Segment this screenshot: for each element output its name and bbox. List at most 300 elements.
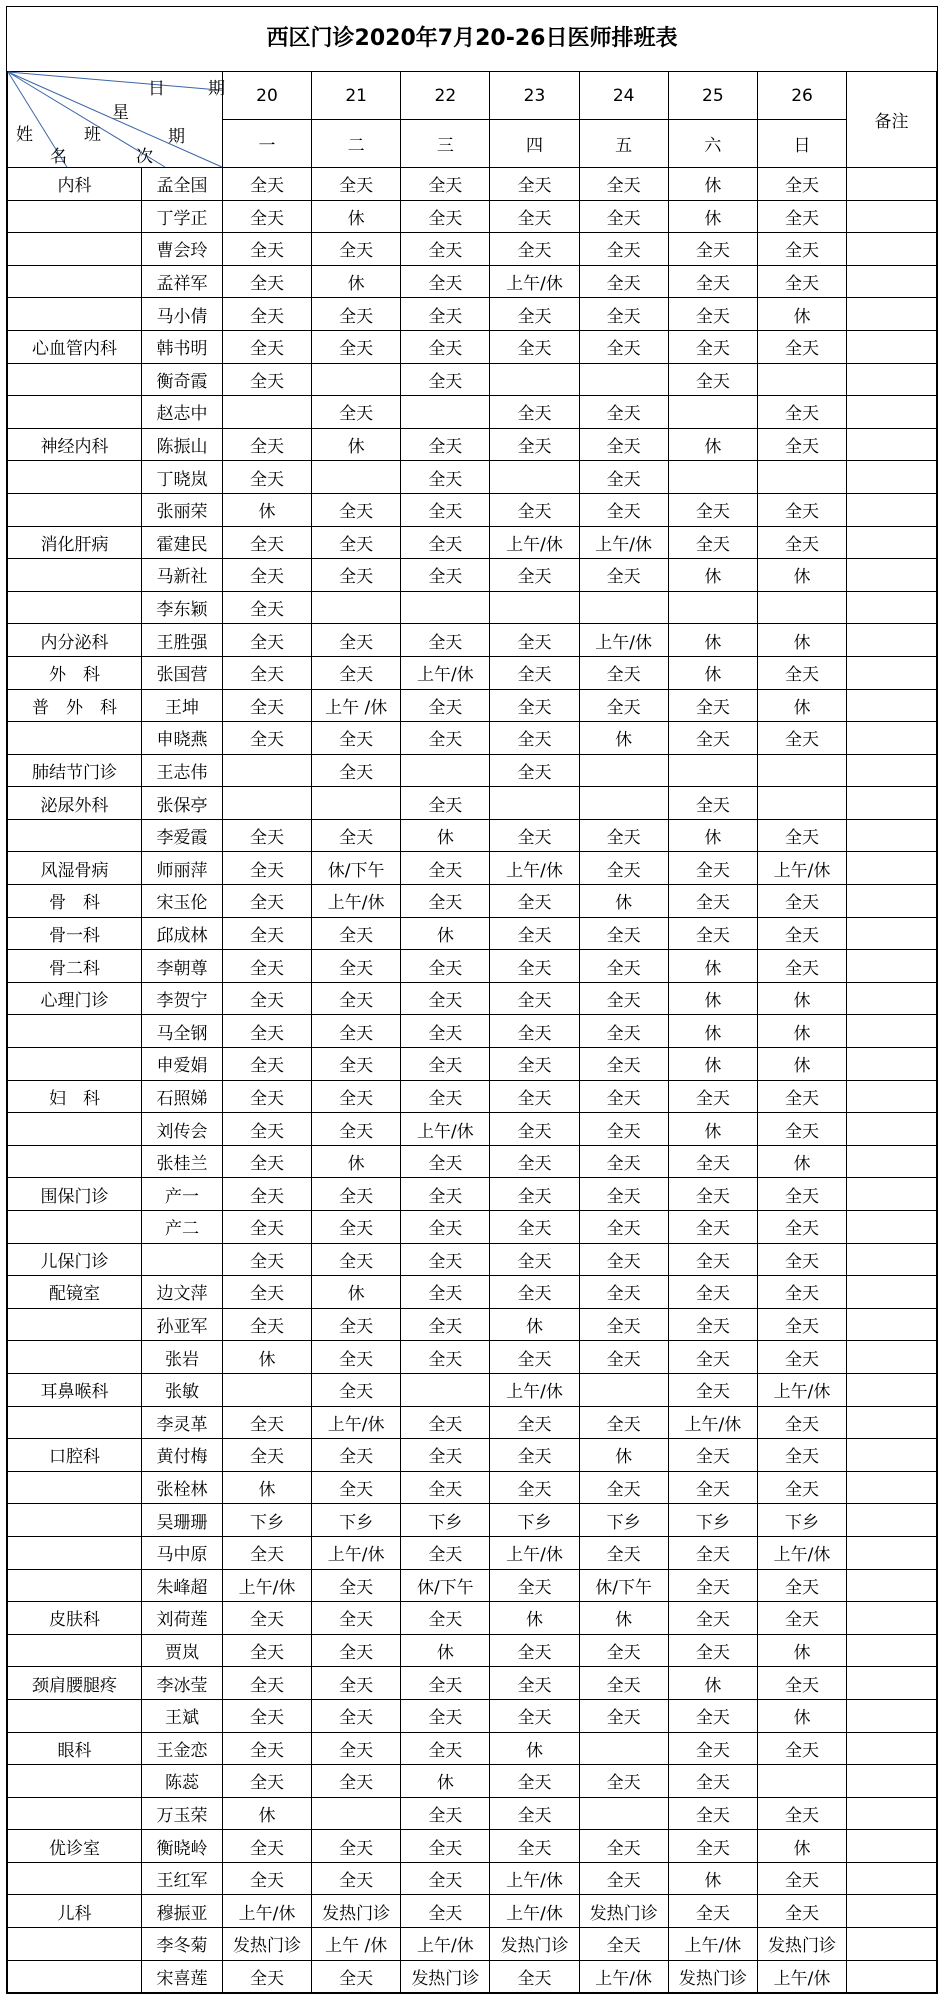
doctor-name-cell: 王坤 xyxy=(142,689,223,722)
doctor-name-cell: 张丽荣 xyxy=(142,493,223,526)
shift-cell: 全天 xyxy=(401,168,490,201)
shift-cell: 全天 xyxy=(312,982,401,1015)
table-row xyxy=(8,1113,937,1146)
shift-cell: 全天 xyxy=(579,233,668,266)
shift-cell: 休 xyxy=(401,917,490,950)
shift-cell: 全天 xyxy=(222,819,311,852)
shift-cell: 全天 xyxy=(312,526,401,559)
shift-cell: 全天 xyxy=(312,1308,401,1341)
remarks-cell xyxy=(847,1797,937,1830)
shift-cell: 全天 xyxy=(222,1308,311,1341)
table-row xyxy=(8,982,937,1015)
department-cell xyxy=(8,461,142,494)
shift-cell: 全天 xyxy=(401,1178,490,1211)
shift-cell xyxy=(668,754,757,787)
shift-cell: 全天 xyxy=(490,722,579,755)
department-cell xyxy=(8,363,142,396)
shift-cell xyxy=(312,787,401,820)
shift-cell: 全天 xyxy=(757,1308,846,1341)
shift-cell: 全天 xyxy=(490,396,579,429)
shift-cell: 全天 xyxy=(757,1080,846,1113)
shift-cell: 全天 xyxy=(222,1602,311,1635)
doctor-name-cell: 王胜强 xyxy=(142,624,223,657)
weekday-header: 二 xyxy=(312,120,401,168)
shift-cell: 全天 xyxy=(222,656,311,689)
table-row xyxy=(8,493,937,526)
shift-cell: 全天 xyxy=(490,1211,579,1244)
doctor-name-cell: 王斌 xyxy=(142,1699,223,1732)
doctor-name-cell: 李贺宁 xyxy=(142,982,223,1015)
shift-cell xyxy=(579,591,668,624)
shift-cell: 发热门诊 xyxy=(668,1960,757,1993)
shift-cell xyxy=(579,1797,668,1830)
shift-cell: 全天 xyxy=(490,330,579,363)
remarks-cell xyxy=(847,1439,937,1472)
shift-cell: 全天 xyxy=(668,1211,757,1244)
department-cell: 围保门诊 xyxy=(8,1178,142,1211)
shift-cell: 全天 xyxy=(490,1048,579,1081)
shift-cell: 全天 xyxy=(312,1243,401,1276)
shift-cell: 休 xyxy=(490,1308,579,1341)
shift-cell: 全天 xyxy=(401,1308,490,1341)
shift-cell: 全天 xyxy=(490,656,579,689)
table-row xyxy=(8,461,937,494)
shift-cell: 全天 xyxy=(222,1211,311,1244)
table-row xyxy=(8,396,937,429)
doctor-name-cell: 申晓燕 xyxy=(142,722,223,755)
date-header: 24 xyxy=(579,72,668,120)
shift-cell: 全天 xyxy=(668,1634,757,1667)
department-cell: 儿科 xyxy=(8,1895,142,1928)
date-header: 25 xyxy=(668,72,757,120)
date-header: 22 xyxy=(401,72,490,120)
shift-cell: 休 xyxy=(757,559,846,592)
shift-cell: 全天 xyxy=(757,885,846,918)
department-cell xyxy=(8,1634,142,1667)
table-row xyxy=(8,656,937,689)
shift-cell: 全天 xyxy=(579,298,668,331)
shift-cell: 全天 xyxy=(312,233,401,266)
shift-cell: 全天 xyxy=(222,1113,311,1146)
department-cell xyxy=(8,1341,142,1374)
shift-cell: 全天 xyxy=(222,330,311,363)
shift-cell: 全天 xyxy=(668,265,757,298)
table-row xyxy=(8,1373,937,1406)
schedule-sheet xyxy=(6,6,938,1994)
department-cell xyxy=(8,1504,142,1537)
table-row xyxy=(8,1928,937,1961)
shift-cell: 全天 xyxy=(757,950,846,983)
doctor-name-cell: 申爱娟 xyxy=(142,1048,223,1081)
doctor-name-cell: 张国营 xyxy=(142,656,223,689)
shift-cell: 下乡 xyxy=(490,1504,579,1537)
table-row xyxy=(8,1699,937,1732)
shift-cell: 全天 xyxy=(401,722,490,755)
shift-cell: 全天 xyxy=(312,1960,401,1993)
doctor-name-cell: 产二 xyxy=(142,1211,223,1244)
doctor-name-cell: 李灵革 xyxy=(142,1406,223,1439)
table-row xyxy=(8,1667,937,1700)
shift-cell: 全天 xyxy=(490,168,579,201)
shift-cell: 全天 xyxy=(490,950,579,983)
table-row xyxy=(8,1145,937,1178)
shift-cell: 全天 xyxy=(579,1211,668,1244)
remarks-cell xyxy=(847,1699,937,1732)
shift-cell: 全天 xyxy=(668,917,757,950)
shift-cell: 下乡 xyxy=(401,1504,490,1537)
shift-cell: 休 xyxy=(668,200,757,233)
shift-cell: 全天 xyxy=(490,233,579,266)
department-cell xyxy=(8,1015,142,1048)
shift-cell xyxy=(490,591,579,624)
shift-cell: 全天 xyxy=(490,624,579,657)
remarks-cell xyxy=(847,559,937,592)
shift-cell: 全天 xyxy=(579,950,668,983)
remarks-cell xyxy=(847,1471,937,1504)
shift-cell: 全天 xyxy=(312,1471,401,1504)
remarks-cell xyxy=(847,330,937,363)
weekday-header: 五 xyxy=(579,120,668,168)
table-row xyxy=(8,819,937,852)
shift-cell: 全天 xyxy=(490,1699,579,1732)
shift-cell: 全天 xyxy=(668,493,757,526)
shift-cell: 全天 xyxy=(490,1406,579,1439)
doctor-name-cell: 陈蕊 xyxy=(142,1765,223,1798)
remarks-cell xyxy=(847,1113,937,1146)
shift-cell: 全天 xyxy=(579,852,668,885)
table-row xyxy=(8,1341,937,1374)
remarks-cell xyxy=(847,819,937,852)
date-header: 26 xyxy=(757,72,846,120)
department-cell xyxy=(8,1308,142,1341)
shift-cell: 全天 xyxy=(757,1406,846,1439)
remarks-cell xyxy=(847,1406,937,1439)
doctor-name-cell: 李东颖 xyxy=(142,591,223,624)
table-row xyxy=(8,1569,937,1602)
shift-cell: 全天 xyxy=(312,1862,401,1895)
shift-cell: 全天 xyxy=(579,265,668,298)
shift-cell: 全天 xyxy=(579,461,668,494)
shift-cell: 全天 xyxy=(401,1471,490,1504)
department-cell: 骨一科 xyxy=(8,917,142,950)
remarks-cell xyxy=(847,1634,937,1667)
remarks-cell xyxy=(847,1830,937,1863)
shift-cell: 全天 xyxy=(579,1276,668,1309)
shift-cell: 全天 xyxy=(579,1080,668,1113)
shift-cell: 全天 xyxy=(222,1080,311,1113)
shift-cell: 全天 xyxy=(401,1015,490,1048)
shift-cell: 全天 xyxy=(668,1732,757,1765)
shift-cell: 休 xyxy=(668,819,757,852)
shift-cell: 休 xyxy=(668,982,757,1015)
shift-cell: 全天 xyxy=(222,1048,311,1081)
remarks-cell xyxy=(847,917,937,950)
table-row xyxy=(8,1471,937,1504)
remarks-cell xyxy=(847,1569,937,1602)
shift-cell: 全天 xyxy=(490,1243,579,1276)
shift-cell: 全天 xyxy=(757,1341,846,1374)
doctor-name-cell: 李朝尊 xyxy=(142,950,223,983)
department-cell xyxy=(8,1113,142,1146)
shift-cell: 全天 xyxy=(222,526,311,559)
shift-cell: 上午/休 xyxy=(312,1406,401,1439)
shift-cell: 全天 xyxy=(579,1113,668,1146)
shift-cell: 全天 xyxy=(757,1243,846,1276)
shift-cell xyxy=(668,591,757,624)
shift-cell: 全天 xyxy=(757,493,846,526)
doctor-name-cell: 刘传会 xyxy=(142,1113,223,1146)
doctor-name-cell: 黄付梅 xyxy=(142,1439,223,1472)
shift-cell: 全天 xyxy=(401,493,490,526)
remarks-cell xyxy=(847,1667,937,1700)
doctor-name-cell: 张桂兰 xyxy=(142,1145,223,1178)
shift-cell xyxy=(757,461,846,494)
shift-cell: 全天 xyxy=(401,461,490,494)
department-cell xyxy=(8,265,142,298)
remarks-cell xyxy=(847,950,937,983)
shift-cell: 全天 xyxy=(401,298,490,331)
shift-cell: 全天 xyxy=(312,1765,401,1798)
shift-cell: 全天 xyxy=(401,689,490,722)
shift-cell: 全天 xyxy=(757,1862,846,1895)
table-row xyxy=(8,526,937,559)
shift-cell: 休 xyxy=(490,1732,579,1765)
shift-cell: 全天 xyxy=(668,1178,757,1211)
shift-cell: 全天 xyxy=(579,428,668,461)
shift-cell: 全天 xyxy=(222,1145,311,1178)
shift-cell: 全天 xyxy=(312,1439,401,1472)
shift-cell: 全天 xyxy=(579,1145,668,1178)
department-cell xyxy=(8,233,142,266)
remarks-cell xyxy=(847,1015,937,1048)
remarks-cell xyxy=(847,754,937,787)
remarks-cell xyxy=(847,1504,937,1537)
shift-cell: 全天 xyxy=(668,1373,757,1406)
shift-cell: 全天 xyxy=(401,526,490,559)
shift-cell: 全天 xyxy=(401,1830,490,1863)
table-row xyxy=(8,591,937,624)
doctor-name-cell: 万玉荣 xyxy=(142,1797,223,1830)
shift-cell: 全天 xyxy=(312,624,401,657)
doctor-name-cell: 孙亚军 xyxy=(142,1308,223,1341)
department-cell: 口腔科 xyxy=(8,1439,142,1472)
shift-cell: 全天 xyxy=(490,1178,579,1211)
shift-cell xyxy=(757,754,846,787)
shift-cell: 休 xyxy=(757,1145,846,1178)
shift-cell: 全天 xyxy=(401,200,490,233)
department-cell xyxy=(8,559,142,592)
remarks-cell xyxy=(847,363,937,396)
shift-cell: 全天 xyxy=(490,298,579,331)
table-row xyxy=(8,917,937,950)
shift-cell: 休 xyxy=(312,428,401,461)
department-cell xyxy=(8,1960,142,1993)
shift-cell: 休 xyxy=(668,1113,757,1146)
shift-cell: 上午/休 xyxy=(222,1569,311,1602)
shift-cell: 下乡 xyxy=(757,1504,846,1537)
remarks-cell xyxy=(847,1211,937,1244)
department-cell xyxy=(8,493,142,526)
diag-label: 班 xyxy=(84,125,101,145)
diag-label: 期 xyxy=(208,79,225,99)
shift-cell: 休 xyxy=(312,200,401,233)
weekday-header: 六 xyxy=(668,120,757,168)
department-cell: 普 外 科 xyxy=(8,689,142,722)
shift-cell: 全天 xyxy=(579,1243,668,1276)
shift-cell: 全天 xyxy=(222,363,311,396)
table-row xyxy=(8,722,937,755)
shift-cell: 全天 xyxy=(222,1439,311,1472)
doctor-name-cell: 丁晓岚 xyxy=(142,461,223,494)
shift-cell: 上午/休 xyxy=(490,852,579,885)
department-cell: 内科 xyxy=(8,168,142,201)
shift-cell: 全天 xyxy=(757,1732,846,1765)
shift-cell: 全天 xyxy=(222,591,311,624)
shift-cell xyxy=(579,1732,668,1765)
table-row xyxy=(8,624,937,657)
shift-cell xyxy=(222,787,311,820)
shift-cell: 全天 xyxy=(668,1765,757,1798)
shift-cell: 全天 xyxy=(401,1145,490,1178)
department-cell: 内分泌科 xyxy=(8,624,142,657)
date-header: 21 xyxy=(312,72,401,120)
date-header: 23 xyxy=(490,72,579,120)
shift-cell: 全天 xyxy=(757,1667,846,1700)
shift-cell: 上午/休 xyxy=(579,624,668,657)
remarks-cell xyxy=(847,982,937,1015)
doctor-name-cell: 吴珊珊 xyxy=(142,1504,223,1537)
shift-cell xyxy=(312,591,401,624)
shift-cell: 休 xyxy=(579,1602,668,1635)
remarks-cell xyxy=(847,298,937,331)
shift-cell: 全天 xyxy=(490,1145,579,1178)
shift-cell: 全天 xyxy=(757,656,846,689)
shift-cell: 全天 xyxy=(401,1732,490,1765)
remarks-cell xyxy=(847,1895,937,1928)
shift-cell: 全天 xyxy=(401,1797,490,1830)
doctor-name-cell: 张栓林 xyxy=(142,1471,223,1504)
doctor-name-cell: 孟全国 xyxy=(142,168,223,201)
shift-cell: 全天 xyxy=(579,1308,668,1341)
shift-cell: 全天 xyxy=(222,624,311,657)
shift-cell: 全天 xyxy=(401,1276,490,1309)
shift-cell: 全天 xyxy=(401,363,490,396)
shift-cell: 休 xyxy=(222,493,311,526)
shift-cell: 休 xyxy=(668,950,757,983)
doctor-name-cell: 丁学正 xyxy=(142,200,223,233)
weekday-header: 四 xyxy=(490,120,579,168)
doctor-name-cell: 穆振亚 xyxy=(142,1895,223,1928)
table-row xyxy=(8,754,937,787)
shift-cell xyxy=(579,1373,668,1406)
department-cell: 肺结节门诊 xyxy=(8,754,142,787)
shift-cell: 全天 xyxy=(579,1178,668,1211)
shift-cell: 全天 xyxy=(579,1862,668,1895)
department-cell: 消化肝病 xyxy=(8,526,142,559)
shift-cell: 全天 xyxy=(312,1732,401,1765)
shift-cell: 全天 xyxy=(579,1471,668,1504)
table-row xyxy=(8,1830,937,1863)
shift-cell: 全天 xyxy=(668,787,757,820)
shift-cell: 上午/休 xyxy=(668,1928,757,1961)
remarks-cell xyxy=(847,591,937,624)
shift-cell: 全天 xyxy=(312,1341,401,1374)
shift-cell: 全天 xyxy=(222,1634,311,1667)
shift-cell: 全天 xyxy=(401,1080,490,1113)
doctor-name-cell: 张保亭 xyxy=(142,787,223,820)
shift-cell: 全天 xyxy=(401,1667,490,1700)
shift-cell: 上午/休 xyxy=(490,265,579,298)
shift-cell: 全天 xyxy=(490,982,579,1015)
shift-cell: 全天 xyxy=(312,1211,401,1244)
remarks-cell xyxy=(847,461,937,494)
diagonal-header-cell xyxy=(8,72,223,168)
shift-cell: 休 xyxy=(757,298,846,331)
shift-cell: 全天 xyxy=(757,1211,846,1244)
shift-cell: 发热门诊 xyxy=(757,1928,846,1961)
shift-cell: 全天 xyxy=(312,917,401,950)
shift-cell: 全天 xyxy=(490,1634,579,1667)
remarks-cell xyxy=(847,396,937,429)
table-row xyxy=(8,1015,937,1048)
shift-cell: 全天 xyxy=(579,1536,668,1569)
remarks-cell xyxy=(847,1341,937,1374)
remarks-cell xyxy=(847,885,937,918)
shift-cell: 休 xyxy=(579,1439,668,1472)
department-cell: 配镜室 xyxy=(8,1276,142,1309)
shift-cell: 全天 xyxy=(757,1895,846,1928)
shift-cell: 休 xyxy=(757,1699,846,1732)
page-title: 西区门诊2020年7月20-26日医师排班表 xyxy=(266,26,678,51)
table-row xyxy=(8,1504,937,1537)
shift-cell: 全天 xyxy=(401,1895,490,1928)
shift-cell: 休 xyxy=(757,1830,846,1863)
shift-cell xyxy=(222,1373,311,1406)
department-cell xyxy=(8,1471,142,1504)
table-row xyxy=(8,200,937,233)
shift-cell xyxy=(757,1765,846,1798)
department-cell: 耳鼻喉科 xyxy=(8,1373,142,1406)
diag-label: 日 xyxy=(148,79,165,99)
shift-cell xyxy=(579,787,668,820)
shift-cell: 全天 xyxy=(668,363,757,396)
doctor-name-cell: 张敏 xyxy=(142,1373,223,1406)
shift-cell: 全天 xyxy=(757,265,846,298)
shift-cell: 休 xyxy=(757,1048,846,1081)
shift-cell: 全天 xyxy=(312,396,401,429)
shift-cell: 上午/休 xyxy=(312,885,401,918)
shift-cell: 发热门诊 xyxy=(579,1895,668,1928)
shift-cell: 全天 xyxy=(668,298,757,331)
shift-cell: 休 xyxy=(222,1797,311,1830)
doctor-name-cell: 王红军 xyxy=(142,1862,223,1895)
shift-cell: 休 xyxy=(757,1634,846,1667)
shift-cell xyxy=(490,461,579,494)
remarks-cell xyxy=(847,1080,937,1113)
shift-cell: 全天 xyxy=(401,1211,490,1244)
doctor-name-cell: 朱峰超 xyxy=(142,1569,223,1602)
shift-cell: 全天 xyxy=(490,754,579,787)
shift-cell: 休 xyxy=(222,1471,311,1504)
table-row xyxy=(8,1960,937,1993)
shift-cell: 全天 xyxy=(490,1797,579,1830)
doctor-name-cell: 马新社 xyxy=(142,559,223,592)
table-row xyxy=(8,885,937,918)
shift-cell: 全天 xyxy=(757,1602,846,1635)
shift-cell: 全天 xyxy=(312,1667,401,1700)
shift-cell: 上午/休 xyxy=(757,1373,846,1406)
doctor-name-cell: 赵志中 xyxy=(142,396,223,429)
